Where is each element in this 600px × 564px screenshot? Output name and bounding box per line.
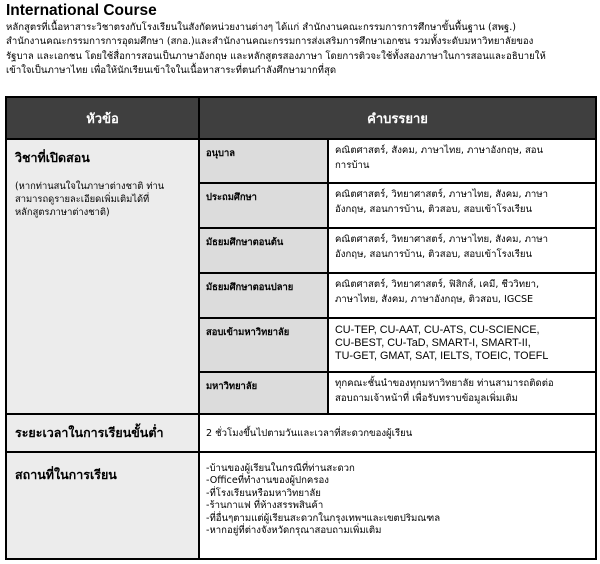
subjects-line: ภาษาไทย, สังคม, ภาษาอังกฤษ, ติวสอบ, IGCSE — [335, 294, 534, 305]
note-line: สามารถดูรายละเอียดเพิ่มเติมได้ที่ — [15, 194, 150, 205]
level-subjects — [328, 273, 596, 318]
subjects-line: CU-TEP, CU-AAT, CU-ATS, CU-SCIENCE, — [335, 324, 540, 336]
subjects-line: คณิตศาสตร์, วิทยาศาสตร์, ภาษาไทย, สังคม, ภาษา — [335, 234, 548, 245]
note-line: หลักสูตรภาษาต่างชาติ) — [15, 207, 110, 218]
intro-line: หลักสูตรที่เนื้อหาสาระวิชาตรงกับโรงเรียนในสังกัดหน่วยงานต่างๆ ได้แก่ สำนักงานคณะกรรมการการศึกษาขั้นพื้นฐาน (สพฐ.) — [6, 22, 516, 33]
page-title: International Course — [6, 2, 157, 19]
level-label: มัธยมศึกษาตอนปลาย — [199, 273, 328, 318]
location-heading-cell — [6, 452, 199, 559]
header-description: คำบรรยาย — [199, 97, 596, 139]
list-item: -หากอยู่ที่ต่างจังหวัดกรุณาสอบถามเพิ่มเติม — [206, 525, 382, 537]
note-line: (หากท่านสนใจในภาษาต่างชาติ ท่าน — [15, 181, 165, 192]
intro-line: เข้าใจเป็นภาษาไทย เพื่อให้นักเรียนเข้าใจในเนื้อหาสาระที่ตนกำลังศึกษามากที่สุด — [6, 64, 337, 76]
intro-paragraph — [6, 21, 596, 78]
level-subjects — [328, 183, 596, 228]
subjects-line: อังกฤษ, สอนการบ้าน, ติวสอบ, สอบเข้าโรงเรียน — [335, 204, 533, 215]
subjects-line: คณิตศาสตร์, สังคม, ภาษาไทย, ภาษาอังกฤษ, สอน — [335, 145, 544, 156]
list-item: -บ้านของผู้เรียนในกรณีที่ท่านสะดวก — [206, 463, 355, 474]
subjects-note — [15, 180, 192, 219]
level-subjects — [328, 139, 596, 183]
level-label: ประถมศึกษา — [199, 183, 328, 228]
table-row — [6, 414, 596, 452]
subjects-line: TU-GET, GMAT, SAT, IELTS, TOEIC, TOEFL — [335, 350, 549, 363]
list-item: -ที่อื่นๆตามแต่ผู้เรียนสะดวกในกรุงเทพฯและเขตปริมณฑล — [206, 512, 441, 524]
level-label: มัธยมศึกษาตอนต้น — [199, 228, 328, 273]
list-item: -ร้านกาแฟ ที่ห้างสรรพสินค้า — [206, 500, 324, 512]
duration-heading-cell — [6, 414, 199, 452]
subjects-line: ทุกคณะชั้นนำของทุกมหาวิทยาลัย ท่านสามารถติดต่อ — [335, 378, 554, 389]
intro-line: สำนักงานคณะกรรมการการอุดมศึกษา (สกอ.)และสำนักงานคณะกรรมการส่งเสริมการศึกษาเอกชน รวมทั้งระดับมหาวิทยาลัยของ — [6, 36, 534, 48]
location-heading: สถานที่ในการเรียน — [15, 467, 117, 482]
level-subjects — [328, 318, 596, 372]
table-row — [6, 139, 596, 183]
level-label: สอบเข้ามหาวิทยาลัย — [199, 318, 328, 372]
intro-line: รัฐบาล และเอกชน โดยใช้สื่อการสอนเป็นภาษาอังกฤษ และหลักสูตรสองภาษา โดยการติวจะใช้ทั้งสองภาษาในการสอนและอธิบายให้ — [6, 50, 546, 62]
subjects-line: คณิตศาสตร์, วิทยาศาสตร์, ภาษาไทย, สังคม, ภาษา — [335, 189, 548, 200]
level-label: มหาวิทยาลัย — [199, 372, 328, 414]
header-topic: หัวข้อ — [6, 97, 199, 139]
subjects-line: อังกฤษ, สอนการบ้าน, ติวสอบ, สอบเข้าโรงเรียน — [335, 249, 533, 260]
subjects-cell — [6, 139, 199, 414]
subjects-line: สอบถามเจ้าหน้าที่ เพื่อรับทราบข้อมูลเพิ่มเติม — [335, 393, 519, 404]
subjects-heading: วิชาที่เปิดสอน — [15, 150, 90, 165]
list-item: -Officeที่ทำงานของผู้ปกครอง — [206, 475, 329, 487]
duration-value: 2 ชั่วโมงขึ้นไปตามวันและเวลาที่สะดวกของผู้เรียน — [199, 414, 596, 452]
course-table — [5, 96, 597, 560]
subjects-line: CU-BEST, CU-TaD, SMART-I, SMART-II, — [335, 337, 531, 350]
level-subjects — [328, 372, 596, 414]
duration-heading: ระยะเวลาในการเรียนขั้นต่ำ — [15, 425, 164, 440]
subjects-line: การบ้าน — [335, 160, 370, 171]
level-label: อนุบาล — [199, 139, 328, 183]
subjects-line: คณิตศาสตร์, วิทยาศาสตร์, ฟิสิกส์, เคมี, ชีววิทยา, — [335, 279, 540, 290]
location-list — [199, 452, 596, 559]
table-row — [6, 452, 596, 559]
level-subjects — [328, 228, 596, 273]
list-item: -ที่โรงเรียนหรือมหาวิทยาลัย — [206, 487, 321, 499]
table-header-row — [6, 97, 596, 139]
